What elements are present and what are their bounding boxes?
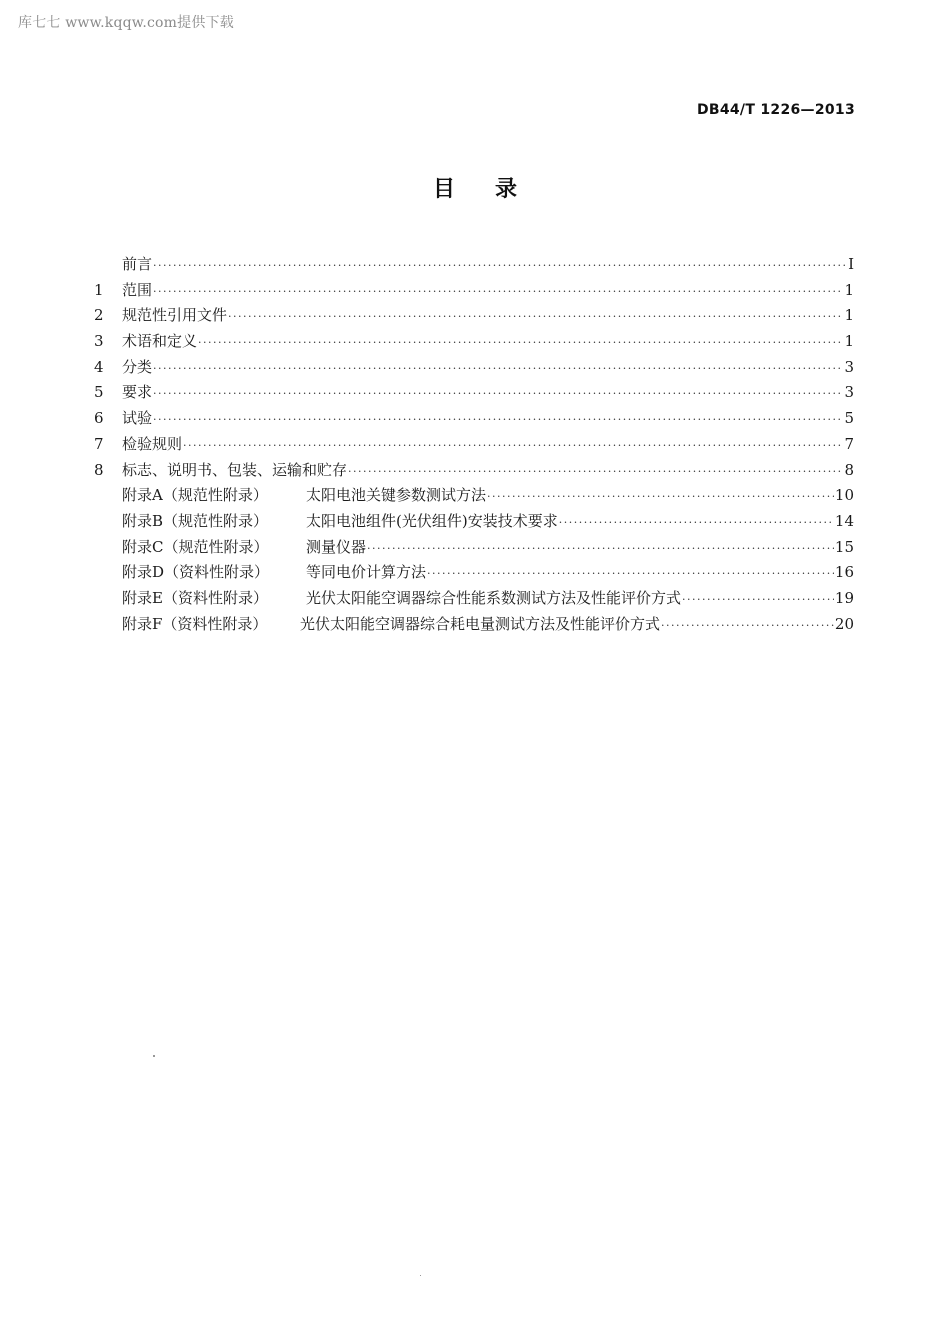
- toc-entry-page: 1: [844, 332, 854, 351]
- toc-entry[interactable]: [88, 380, 854, 406]
- toc-entry[interactable]: [88, 329, 854, 355]
- toc-annex-entry[interactable]: [88, 483, 854, 509]
- toc-entry-page: I: [848, 255, 854, 273]
- table-of-contents: [88, 252, 854, 637]
- toc-entry-page: 1: [844, 306, 854, 325]
- toc-entry-page: 3: [844, 383, 854, 402]
- toc-entry-number: 3: [94, 332, 104, 351]
- toc-entry-label: 试验: [122, 409, 153, 428]
- toc-entry[interactable]: [88, 458, 854, 484]
- toc-leader-dots: [682, 587, 834, 613]
- toc-entry-label: 测量仪器: [306, 537, 367, 556]
- toc-entry-number: 6: [94, 409, 104, 428]
- toc-entry-page: 1: [844, 280, 854, 299]
- toc-entry[interactable]: [88, 432, 854, 458]
- toc-entry-page: 8: [844, 460, 854, 479]
- toc-leader-dots: [559, 510, 834, 536]
- toc-annex-label: 附录A（规范性附录）: [122, 486, 268, 505]
- toc-leader-dots: [153, 356, 843, 382]
- toc-leader-dots: [153, 381, 843, 407]
- toc-entry-page: 7: [844, 434, 854, 453]
- toc-leader-dots: [661, 613, 834, 639]
- toc-entry-label: 等同电价计算方法: [306, 563, 427, 582]
- toc-leader-dots: [153, 407, 843, 433]
- toc-entry[interactable]: [88, 278, 854, 304]
- toc-entry-page: 5: [844, 409, 854, 428]
- toc-annex-label: 附录D（资料性附录）: [122, 563, 270, 582]
- toc-entry-label: 分类: [122, 357, 153, 376]
- toc-entry-label: 规范性引用文件: [122, 306, 228, 325]
- toc-entry-page: 14: [834, 511, 854, 530]
- toc-leader-dots: [348, 459, 843, 485]
- toc-leader-dots: [153, 253, 847, 279]
- toc-annex-entry[interactable]: [88, 586, 854, 612]
- toc-entry-page: 3: [844, 357, 854, 376]
- page-title: 目录: [432, 177, 557, 202]
- toc-entry-label: 光伏太阳能空调器综合耗电量测试方法及性能评价方式: [300, 614, 661, 633]
- toc-entry-label: 太阳电池组件(光伏组件)安装技术要求: [306, 511, 558, 530]
- toc-entry[interactable]: [88, 252, 854, 278]
- toc-leader-dots: [427, 561, 834, 587]
- toc-annex-label: 附录C（规范性附录）: [122, 537, 269, 556]
- toc-entry-page: 16: [834, 563, 854, 582]
- toc-entry-label: 范围: [122, 280, 153, 299]
- toc-entry-label: 标志、说明书、包装、运输和贮存: [122, 460, 348, 479]
- toc-entry[interactable]: [88, 406, 854, 432]
- toc-leader-dots: [228, 304, 843, 330]
- toc-leader-dots: [198, 330, 843, 356]
- document-code: DB44/T 1226—2013: [696, 102, 855, 118]
- toc-leader-dots: [367, 536, 834, 562]
- toc-leader-dots: [183, 433, 843, 459]
- toc-entry-label: 前言: [122, 255, 153, 273]
- toc-entry-label: 太阳电池关键参数测试方法: [306, 486, 487, 505]
- toc-annex-entry[interactable]: [88, 612, 854, 638]
- toc-entry-page: 15: [834, 537, 854, 556]
- toc-annex-label: 附录B（规范性附录）: [122, 511, 269, 530]
- toc-entry-page: 10: [834, 486, 854, 505]
- toc-entry-label: 要求: [122, 383, 153, 402]
- toc-annex-entry[interactable]: [88, 509, 854, 535]
- toc-leader-dots: [487, 484, 834, 510]
- toc-entry[interactable]: [88, 303, 854, 329]
- scan-speck: [153, 1055, 155, 1057]
- toc-entry-page: 20: [834, 614, 854, 633]
- toc-entry-label: 术语和定义: [122, 332, 198, 351]
- toc-entry-number: 2: [94, 306, 104, 325]
- toc-entry-number: 8: [94, 460, 104, 479]
- toc-annex-label: 附录E（资料性附录）: [122, 588, 268, 607]
- scan-speck: [420, 1275, 421, 1276]
- toc-leader-dots: [153, 279, 843, 305]
- toc-entry-number: 4: [94, 357, 104, 376]
- toc-entry-number: 7: [94, 434, 104, 453]
- toc-annex-entry[interactable]: [88, 535, 854, 561]
- toc-entry-number: 5: [94, 383, 104, 402]
- toc-entry[interactable]: [88, 355, 854, 381]
- toc-entry-page: 19: [834, 588, 854, 607]
- watermark-text: 库七七 www.kqqw.com提供下载: [18, 15, 234, 31]
- toc-entry-number: 1: [94, 280, 104, 299]
- toc-entry-label: 光伏太阳能空调器综合性能系数测试方法及性能评价方式: [306, 588, 682, 607]
- toc-annex-entry[interactable]: [88, 560, 854, 586]
- toc-entry-label: 检验规则: [122, 434, 183, 453]
- toc-annex-label: 附录F（资料性附录）: [122, 614, 268, 633]
